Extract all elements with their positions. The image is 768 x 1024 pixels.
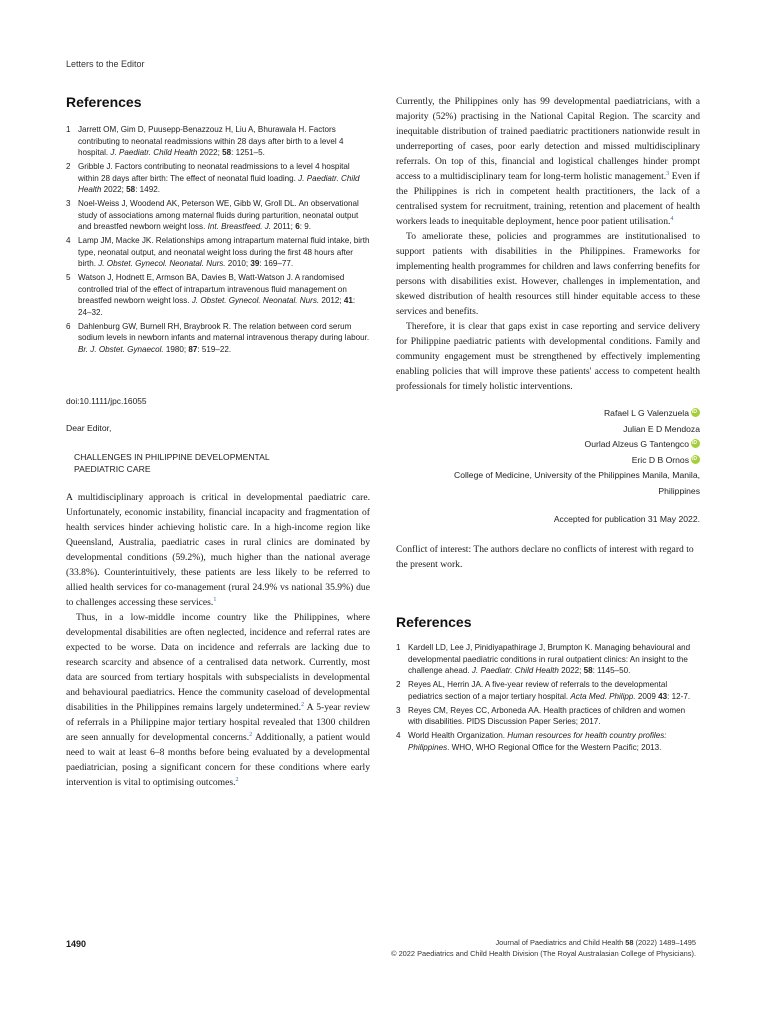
reference-item: 1 Kardell LD, Lee J, Pinidiyapathirage J, Brumpton K. Managing behavioural and developmental paediatric conditions in rural outpatient clinics: An insight to the challenge ahead. J. Paediatr. Child Health 2022; 58: 1145–50. [396,643,691,675]
reference-list-previous [66,124,370,355]
paragraph-2-continued: Currently, the Philippines only has 99 developmental paediatricians, with a majority (52%) practising in the National Capital Region. The scarcity and inequitable distribution of trained paediatric practitioners nationwide result in underreporting of cases, poor early detection and missed multidisciplinary referrals. On top of this, financial and logistical challenges hinder prompt access to a multidisciplinary team for long-term holistic management.$^3$ Even if the Philippines is rich in competent health practitioners, the lack of a centralised system for recruitment, training, retention and placement of health workers leads to inequitable deployment, hence poor patient utilisation.$^4$ [396,96,700,227]
orcid-icon[interactable] [691,455,700,464]
journal-footer [391,937,696,959]
accepted-date: Accepted for publication 31 May 2022. [553,514,700,524]
doi: doi:10.1111/jpc.16055 [66,396,147,406]
author-block [396,406,700,499]
citation-link[interactable]: 2 [249,731,253,738]
orcid-icon[interactable] [691,408,700,417]
citation-link[interactable]: 2 [300,701,304,708]
page-number: 1490 [66,939,87,949]
citation-link[interactable]: 2 [235,776,239,783]
reference-item: 4 Lamp JM, Macke JK. Relationships among intrapartum maternal fluid intake, birth type, neonatal output, and neonatal weight loss during the first 48 hours after birth. J. Obstet. Gynecol. Neonatal. Nurs. 2010; 39: 169–77. [66,236,370,268]
paragraph-4: Therefore, it is clear that gaps exist in case reporting and service delivery for Philippine paediatric patients with developmental conditions. Family and community engagement must be strengthened by effectively implementing enabling policies that will improve these patients' access to competent health professionals for timely holistic interventions. [396,321,700,392]
author-name: Rafael L G ValenzuelaiD [396,406,700,422]
citation-link[interactable]: 4 [670,215,674,222]
right-column [396,94,700,756]
author-name: Ourlad Alzeus G TantengcoiD [396,437,700,453]
reference-item: 2 Reyes AL, Herrin JA. A five-year review of referrals to the developmental pediatrics section of a major tertiary hospital. Acta Med. Philipp. 2009 43: 12-7. [396,680,691,701]
author-name: Eric D B OrnosiD [396,453,700,469]
reference-item: 3 Reyes CM, Reyes CC, Arboneda AA. Health practices of children and women with disabilities. PIDS Discussion Paper Series; 2017. [396,705,686,726]
affiliation: College of Medicine, University of the Philippines Manila, Manila, Philippines [454,470,700,496]
running-head: Letters to the Editor [66,59,145,69]
copyright: © 2022 Paediatrics and Child Health Division (The Royal Australasian College of Physicians). [391,949,696,958]
reference-list [396,642,700,753]
reference-item: 4 World Health Organization. Human resources for health country profiles: Philippines. WHO, WHO Regional Office for the Western Pacific; 2013. [396,731,667,752]
author-name: Julian E D Mendoza [623,423,700,434]
reference-item: 2 Gribble J. Factors contributing to neonatal readmissions to a level 4 hospital within 28 days after birth: The effect of neonatal fluid loading. J. Paediatr. Child Health 2022; 58: 1492. [66,162,360,194]
letter-title: CHALLENGES IN PHILIPPINE DEVELOPMENTAL PAEDIATRIC CARE [74,452,270,474]
citation-link[interactable]: 1 [213,596,217,603]
salutation: Dear Editor, [66,423,112,433]
reference-item: 3 Noel-Weiss J, Woodend AK, Peterson WE, Gibb W, Groll DL. An observational study of associations among maternal fluids during parturition, neonatal output and breastfed newborn weight loss. Int. Breastfeed. J. 2011; 6: 9. [66,199,359,231]
paragraph-3: To ameliorate these, policies and programmes are institutionalised to support patients with disabilities in the Philippines. Frameworks for implementing health programmes for children and laws conferring benefits for persons with disabilities exist. However, challenges in implementation, and skewed distribution of health resources still hinder equitable access to these services and benefits. [396,231,700,317]
citation-link[interactable]: 3 [666,170,670,177]
reference-item: 5 Watson J, Hodnett E, Armson BA, Davies B, Watt-Watson J. A randomised controlled trial of the effect of intrapartum intravenous fluid management on breastfed newborn weight loss. J. Obstet. Gynecol. Neonatal. Nurs. 2012; 41: 24–32. [66,273,356,317]
journal-citation: Journal of Paediatrics and Child Health 58 (2022) 1489–1495 [495,938,696,947]
paragraph-2: Thus, in a low-middle income country like the Philippines, where developmental disabilities are often neglected, incidence and referral rates are expected to be worse. Data on incidence and referrals are lacking due to research scarcity and absence of a centralised data network. Currently, most data are sourced from tertiary hospitals with subspecialists in developmental and behavioural paediatrics. Hence the community caseload of developmental disabilities in the Philippines remains largely undetermined.$^2$ A 5-year review of referrals in a Philippine major tertiary hospital revealed that 1300 children are seen annually for developmental concerns.$^2$ Additionally, a patient would need to wait at least 6–8 months before being evaluated by a developmental paediatrician, posing a significant concern for these conditions where early intervention is vital to optimising outcomes.$^2$ [66,612,370,788]
reference-item: 6 Dahlenburg GW, Burnell RH, Braybrook R. The relation between cord serum sodium levels in newborn infants and maternal intravenous therapy during labour. Br. J. Obstet. Gynaecol. 1980; 87: 519–22. [66,321,370,354]
references-heading-previous: References [66,94,142,110]
orcid-icon[interactable] [691,439,700,448]
left-column [66,94,370,790]
reference-item: 1 Jarrett OM, Gim D, Puusepp-Benazzouz H, Liu A, Bhurawala H. Factors contributing to neonatal readmissions within 28 days after birth to a level 4 hospital. J. Paediatr. Child Health 2022; 58: 1251–5. [66,125,344,157]
conflict-of-interest: Conflict of interest: The authors declare no conflicts of interest with regard to the present work. [396,544,694,570]
references-heading: References [396,614,472,630]
paragraph-1: A multidisciplinary approach is critical in developmental paediatric care. Unfortunately, economic instability, financial incapacity and fragmentation of health services hinder achieving holistic care. In a high-income region like Queensland, Australia, paediatric cases in rural clinics are dominated by developmental conditions (59.2%), much higher than the national average (33.8%). Counterintuitively, these patients are less likely to be referred to allied health services for co-management (rural 24.9% vs national 35.9%) due to challenges accessing these services.$^1$ [66,492,370,608]
